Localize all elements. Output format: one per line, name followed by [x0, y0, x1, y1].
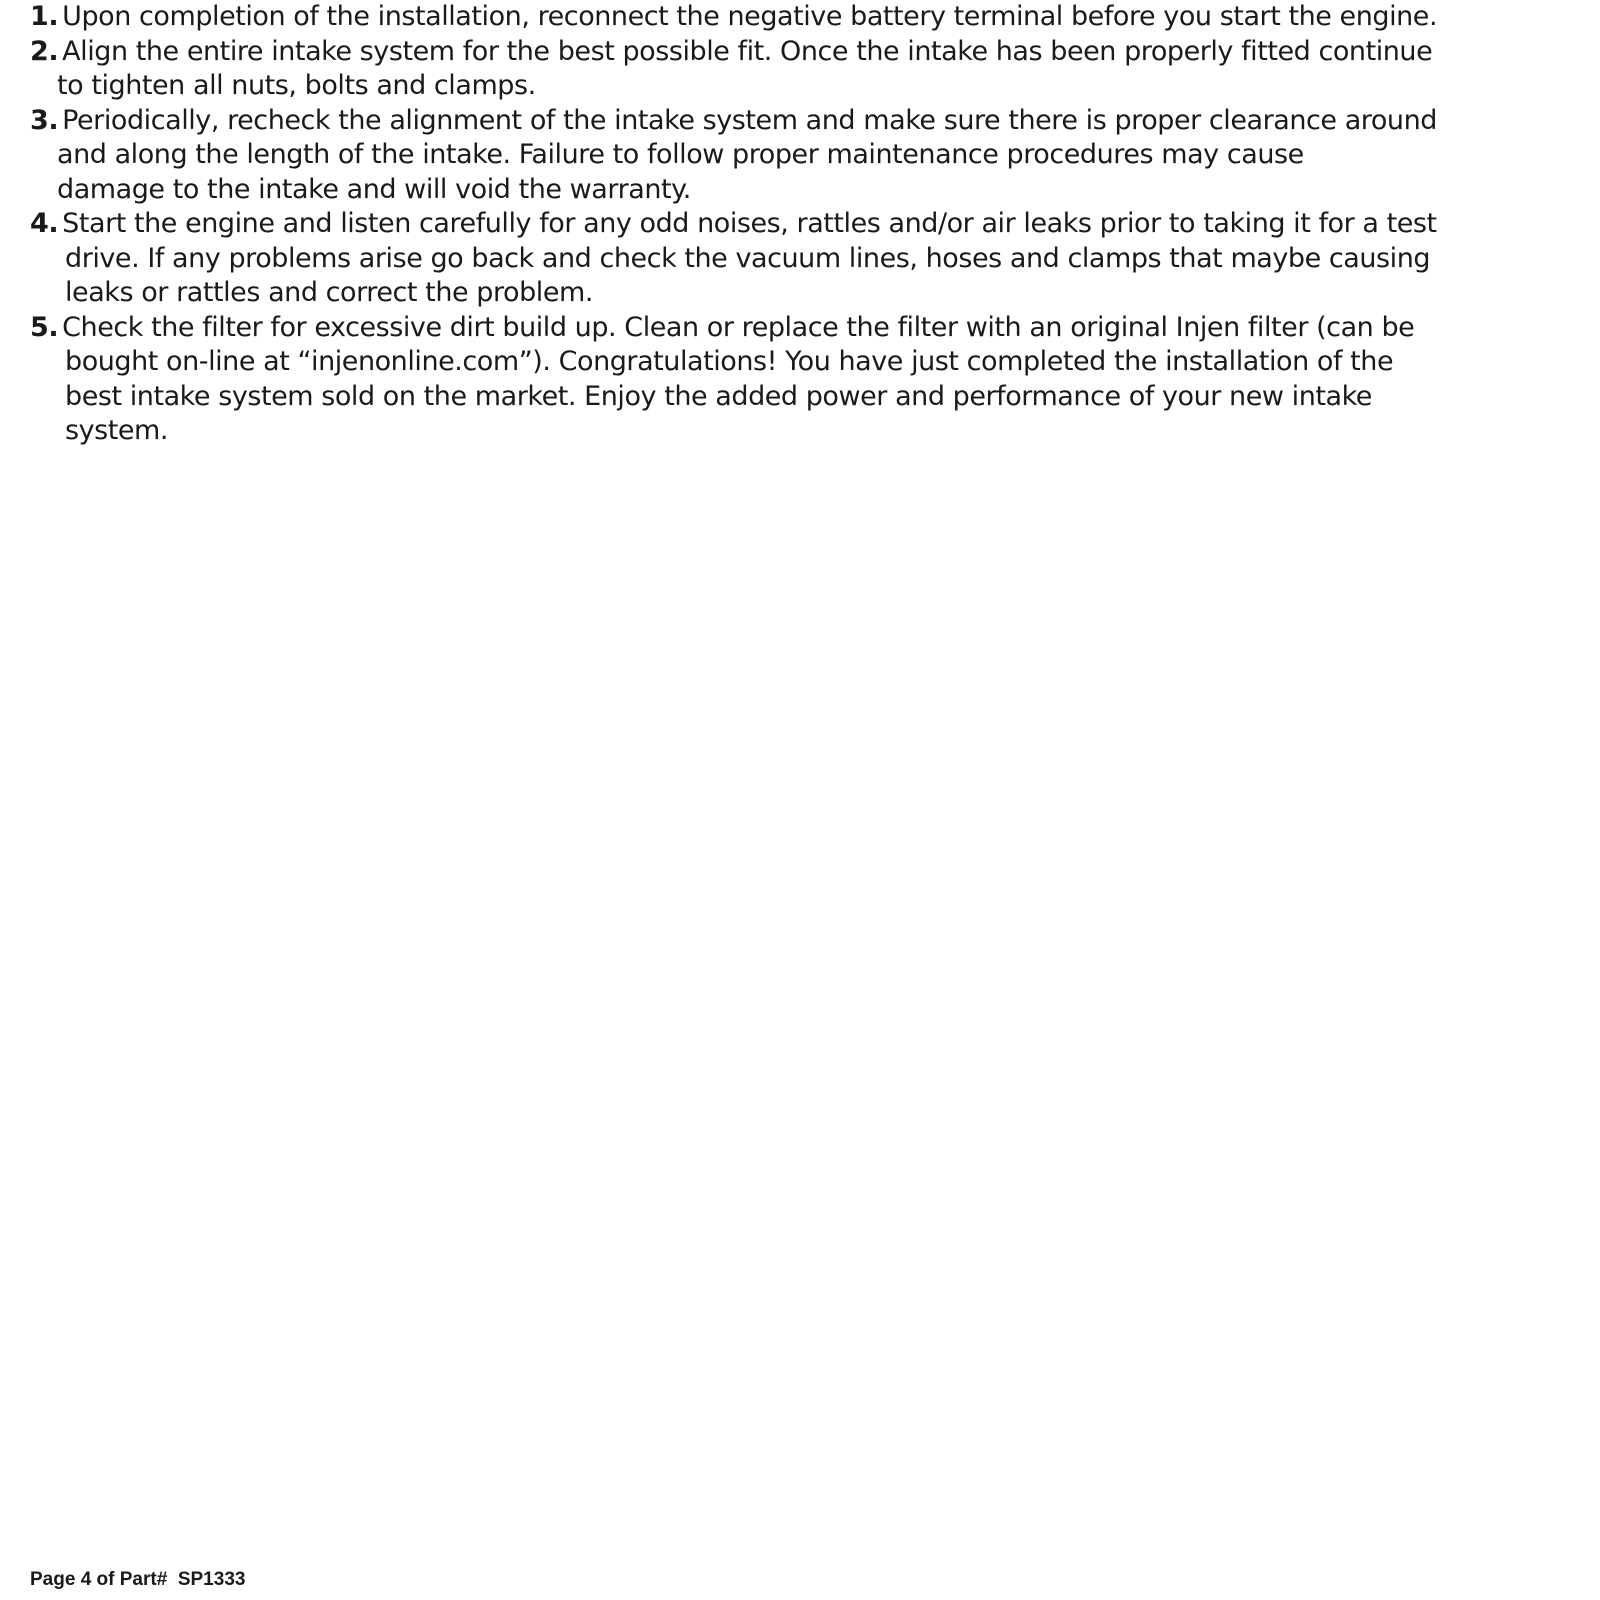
instruction-list [30, 0, 1590, 449]
step-text: Check the filter for excessive dirt build up. Clean or replace the filter with an original Injen filter (can be [62, 311, 1415, 343]
step-continuation: damage to the intake and will void the warranty. [57, 173, 691, 205]
step-continuation: to tighten all nuts, bolts and clamps. [57, 70, 536, 101]
step-number: 2. [30, 35, 59, 67]
step-line [30, 0, 1590, 35]
step-number: 5. [30, 311, 59, 343]
step-continuation: drive. If any problems arise go back and check the vacuum lines, hoses and clamps that maybe causing [65, 242, 1431, 274]
step-text: Upon completion of the installation, reconnect the negative battery terminal before you start the engine. [62, 1, 1438, 32]
step-continuation: system. [65, 415, 169, 446]
step-number: 3. [30, 104, 59, 136]
step-continuation: leaks or rattles and correct the problem. [65, 277, 593, 308]
step-5 [30, 311, 1590, 449]
step-number: 4. [30, 208, 59, 239]
step-2 [30, 35, 1590, 104]
page-footer [30, 1568, 245, 1592]
step-text: Start the engine and listen carefully for any odd noises, rattles and/or air leaks prior to taking it for a test [62, 208, 1437, 239]
step-line [30, 207, 1590, 242]
step-4 [30, 207, 1590, 311]
step-line [30, 311, 1590, 346]
step-text: Align the entire intake system for the best possible fit. Once the intake has been properly fitted continue [62, 35, 1433, 67]
step-number: 1. [30, 1, 59, 32]
footer-text: Page 4 of Part# SP1333 [30, 1569, 246, 1590]
step-line [30, 35, 1590, 70]
step-line [30, 104, 1590, 139]
step-1 [30, 0, 1590, 35]
step-continuation: and along the length of the intake. Failure to follow proper maintenance procedures may cause [57, 139, 1304, 170]
step-3 [30, 104, 1590, 208]
step-continuation: best intake system sold on the market. Enjoy the added power and performance of your new intake [65, 380, 1372, 412]
step-text: Periodically, recheck the alignment of the intake system and make sure there is proper clearance around [62, 104, 1437, 136]
step-continuation: bought on-line at “injenonline.com”). Congratulations! You have just completed the installation of the [65, 346, 1394, 377]
